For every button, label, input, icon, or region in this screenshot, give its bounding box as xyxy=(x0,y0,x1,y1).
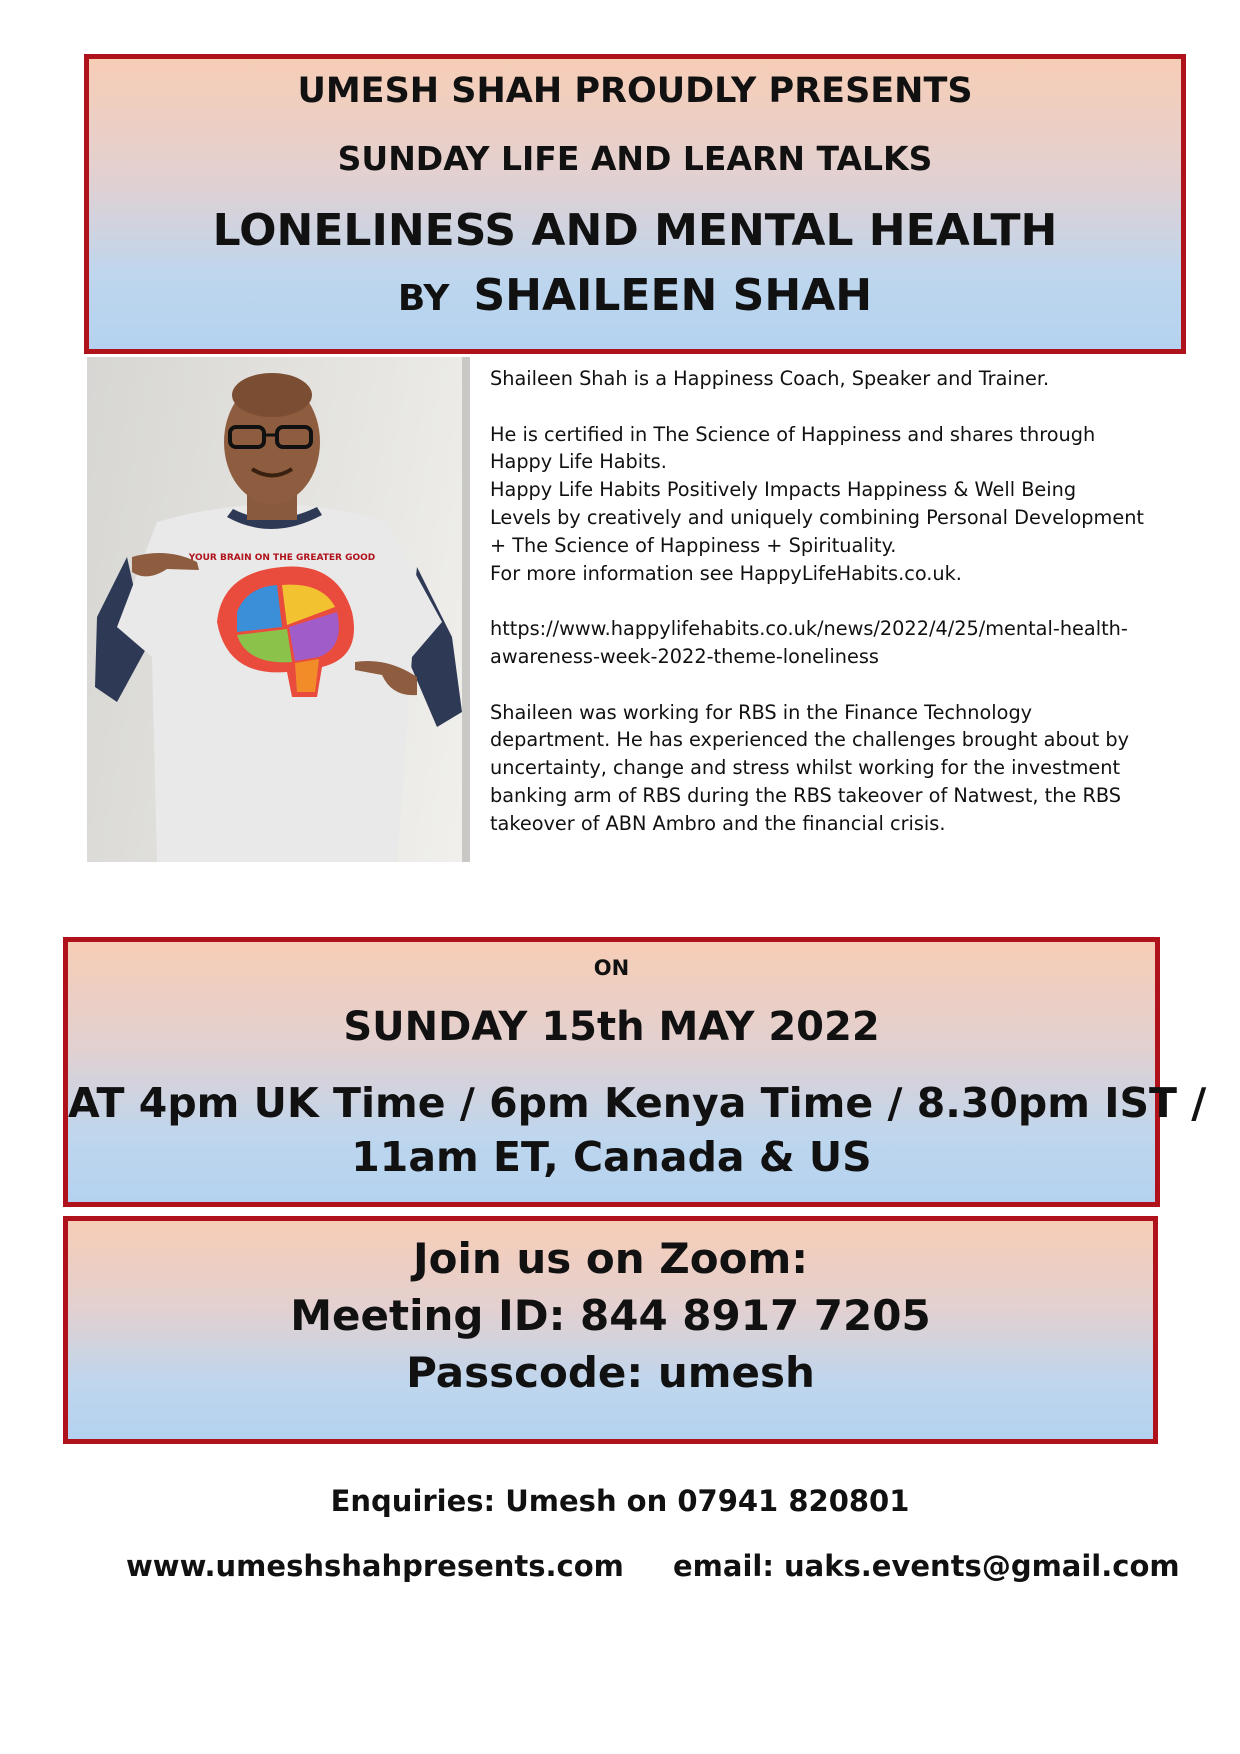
speaker-bio xyxy=(490,365,1195,838)
article-url[interactable]: https://www.happylifehabits.co.uk/news/2022/4/25/mental-health- xyxy=(490,617,1128,641)
bio-line: Levels by creatively and uniquely combining Personal Development xyxy=(490,505,1144,529)
event-time-line: AT 4pm UK Time / 6pm Kenya Time / 8.30pm IST / xyxy=(68,1079,1207,1127)
bio-line: Happy Life Habits. xyxy=(490,450,667,474)
bio-line: He is certified in The Science of Happiness and shares through xyxy=(490,422,1096,446)
presenter-line: UMESH SHAH PROUDLY PRESENTS xyxy=(297,71,973,111)
zoom-info-box xyxy=(63,1216,1158,1444)
event-time-line: 11am ET, Canada & US xyxy=(351,1133,872,1181)
by-label: BY xyxy=(397,278,450,319)
event-date-box xyxy=(63,937,1207,1207)
on-label: ON xyxy=(593,956,630,980)
bio-line: For more information see HappyLifeHabits.co.uk. xyxy=(490,561,962,585)
enquiries-line: Enquiries: Umesh on 07941 820801 xyxy=(330,1484,910,1518)
bio-line: department. He has experienced the challenges brought about by xyxy=(490,728,1130,752)
talk-title: LONELINESS AND MENTAL HEALTH xyxy=(212,205,1058,256)
bio-line: uncertainty, change and stress whilst working for the investment xyxy=(490,756,1121,780)
bio-line: banking arm of RBS during the RBS takeover of Natwest, the RBS xyxy=(490,783,1121,807)
zoom-heading: Join us on Zoom: xyxy=(412,1234,809,1283)
bio-intro: Shaileen Shah is a Happiness Coach, Speaker and Trainer. xyxy=(490,367,1050,390)
header-banner xyxy=(84,54,1186,354)
series-line: SUNDAY LIFE AND LEARN TALKS xyxy=(337,139,933,178)
website-link[interactable]: www.umeshshahpresents.com xyxy=(126,1549,624,1583)
passcode: Passcode: umesh xyxy=(406,1348,815,1397)
bio-line: Shaileen was working for RBS in the Finance Technology xyxy=(490,700,1033,724)
speaker-line xyxy=(89,270,1181,321)
email-link[interactable]: email: uaks.events@gmail.com xyxy=(673,1549,1180,1583)
speaker-illustration xyxy=(87,357,470,862)
bio-line: Happy Life Habits Positively Impacts Happiness & Well Being xyxy=(490,478,1077,502)
event-date: SUNDAY 15th MAY 2022 xyxy=(343,1004,880,1050)
bio-line: + The Science of Happiness + Spirituality. xyxy=(490,533,897,557)
bio-line: takeover of ABN Ambro and the financial crisis. xyxy=(490,811,946,835)
article-url[interactable]: awareness-week-2022-theme-loneliness xyxy=(490,644,879,668)
meeting-id: Meeting ID: 844 8917 7205 xyxy=(290,1291,931,1340)
svg-text:YOUR BRAIN ON THE GREATER GOOD: YOUR BRAIN ON THE GREATER GOOD xyxy=(188,553,376,563)
speaker-name: SHAILEEN SHAH xyxy=(473,270,873,321)
speaker-photo xyxy=(87,357,470,862)
